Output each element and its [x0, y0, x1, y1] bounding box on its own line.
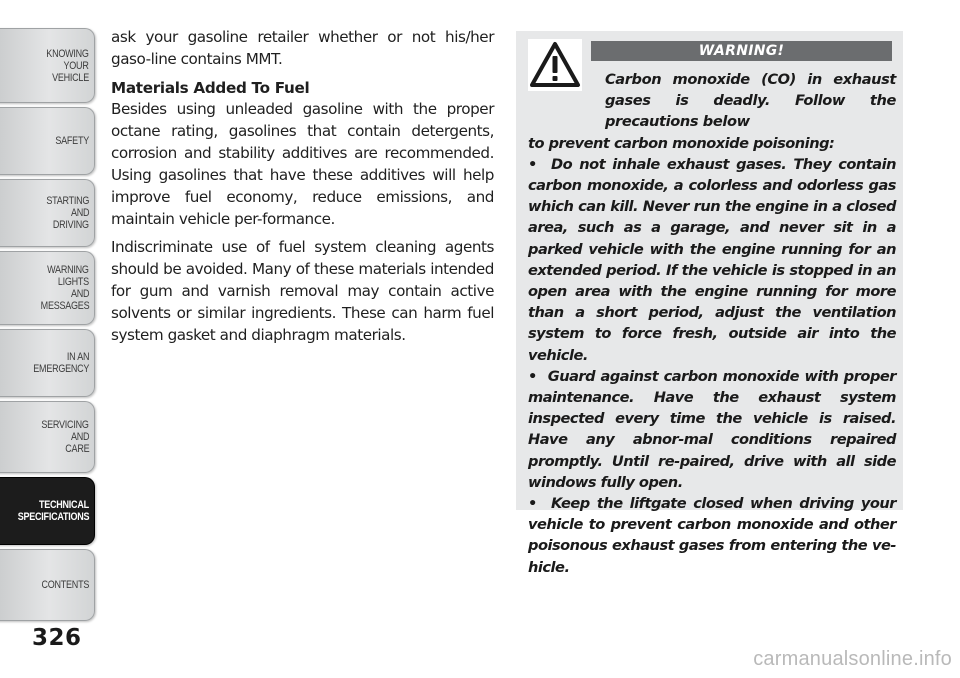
tab-label-line: SERVICING [41, 419, 89, 431]
tab-servicing-and-care[interactable] [0, 401, 95, 473]
page-number: 326 [32, 625, 82, 651]
warning-box [516, 31, 903, 576]
tab-technical-specifications[interactable] [0, 477, 95, 545]
bullet-symbol: • [528, 155, 537, 173]
tab-label-line: SAFETY [55, 135, 89, 147]
section-heading: Materials Added To Fuel [111, 79, 310, 97]
watermark: carmanualsonline.info [753, 648, 952, 670]
warning-bullet-text: Guard against carbon monoxide with proper maintenance. Have the exhaust system inspected every time the vehicle is raised. Have any abnor-mal conditions repaired promptly. Until re-paired, drive with all side windows fully open. [528, 367, 896, 491]
warning-bullet [528, 493, 896, 578]
body-paragraph-2: Indiscriminate use of fuel system cleaning agents should be avoided. Many of these materials intended for gum and varnish removal may contain active solvents or similar ingredients. These can harm fuel system gasket and diaphragm materials. [111, 238, 494, 344]
tab-label-line: LIGHTS [57, 276, 89, 288]
tab-warning-lights-and-messages[interactable] [0, 251, 95, 325]
warning-lead-text: Carbon monoxide (CO) in exhaust gases is deadly. Follow the precautions below [605, 71, 896, 131]
tab-label-line: TECHNICAL [39, 499, 89, 511]
warning-bullet [528, 366, 896, 493]
tab-label-line: AND [70, 288, 89, 300]
intro-paragraph: ask your gasoline retailer whether or not his/her gaso-line contains MMT. [111, 28, 494, 68]
body-paragraph-1: Besides using unleaded gasoline with the proper octane rating, gasolines that contain detergents, corrosion and stability additives are recommended. Using gasolines that have these additives will help improve fuel economy, reduce emissions, and maintain vehicle per-formance. [111, 100, 494, 228]
tab-starting-and-driving[interactable] [0, 179, 95, 247]
body-column [111, 26, 494, 352]
tab-in-an-emergency[interactable] [0, 329, 95, 397]
bullet-symbol: • [528, 495, 537, 513]
tab-label-line: IN AN [66, 351, 89, 363]
tab-label-line: STARTING [46, 195, 89, 207]
tab-contents[interactable] [0, 549, 95, 621]
tab-knowing-your-vehicle[interactable] [0, 28, 95, 103]
warning-triangle-icon [528, 39, 582, 91]
tab-label-line: YOUR [63, 59, 89, 72]
warning-bullet-text: Keep the liftgate closed when driving your vehicle to prevent carbon monoxide and other poisonous exhaust gases from entering the ve-hicle. [528, 495, 896, 576]
bullet-symbol: • [528, 367, 537, 385]
tab-label-line: AND [70, 207, 89, 219]
tab-label-line: AND [70, 431, 89, 443]
tab-label-line: EMERGENCY [33, 363, 89, 375]
tab-safety[interactable] [0, 107, 95, 175]
tab-label-line: DRIVING [53, 219, 89, 231]
tab-label-line: MESSAGES [40, 300, 89, 312]
chapter-tabs [0, 0, 98, 678]
tab-label-line: WARNING [47, 264, 89, 276]
warning-lead-continuation: to prevent carbon monoxide poisoning: [528, 134, 835, 152]
tab-label-line: CARE [64, 443, 89, 455]
tab-label-line: KNOWING [46, 47, 89, 60]
warning-bullet [528, 154, 896, 366]
tab-label-line: VEHICLE [52, 71, 89, 84]
warning-title: WARNING! [591, 41, 892, 61]
warning-bullet-text: Do not inhale exhaust gases. They contain carbon monoxide, a colorless and odorless gas which can kill. Never run the engine in a closed area, such as a garage, and never sit in a parked vehicle with the engine running for an extended period. If the vehicle is stopped in an open area with the engine running for more than a short period, adjust the ventilation system to force fresh, outside air into the vehicle. [528, 155, 896, 364]
tab-label-line: CONTENTS [41, 579, 89, 591]
tab-label-line: SPECIFICATIONS [17, 511, 89, 523]
